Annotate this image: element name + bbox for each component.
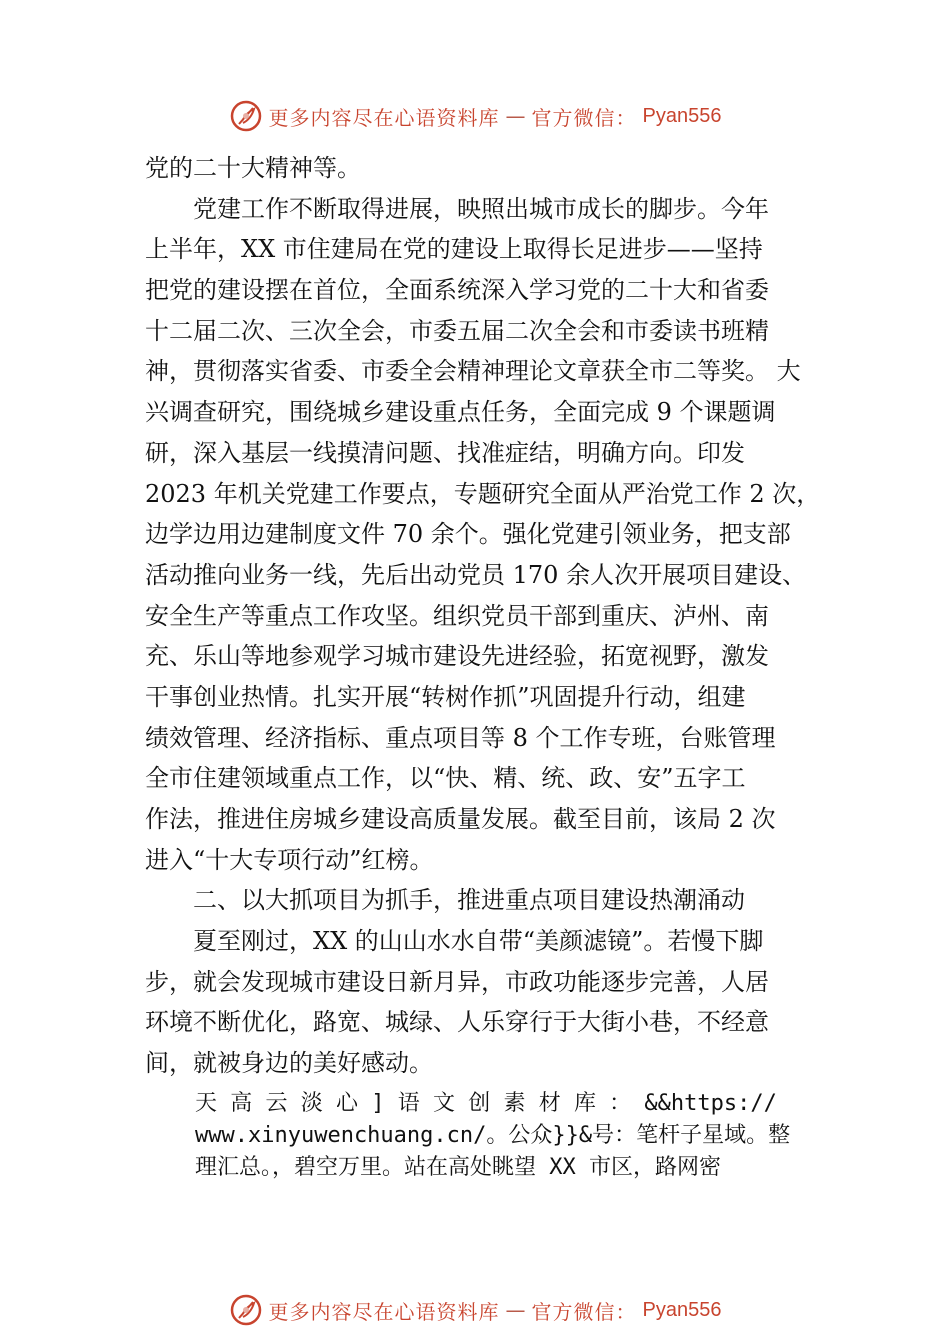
text-line: 作法，推进住房城乡建设高质量发展。截至目前，该局 2 次 — [145, 805, 776, 833]
text-line: 进入“十大专项行动”红榜。 — [145, 845, 434, 874]
section-heading: 二、以大抓项目为抓手，推进重点项目建设热潮涌动 — [193, 886, 745, 915]
text-line: 间，就被身边的美好感动。 — [145, 1049, 433, 1078]
text-line: 干事创业热情。扎实开展“转树作抓”巩固提升行动，组建 — [145, 682, 746, 711]
watermark-wechat-id: Pyan556 — [642, 104, 722, 127]
text-line: 党的二十大精神等。 — [145, 154, 361, 182]
garbled-text-block — [195, 1088, 845, 1184]
text-line: 神，贯彻落实省委、市委全会精神理论文章获全市二等奖。 大 — [145, 357, 801, 386]
text-line: 环境不断优化，路宽、城绿、人乐穿行于大街小巷，不经意 — [145, 1008, 769, 1037]
text-line: 2023 年机关党建工作要点，专题研究全面从严治党工作 2 次， — [145, 479, 821, 508]
text-line: 兴调查研究，围绕城乡建设重点任务，全面完成 9 个课题调 — [145, 398, 776, 427]
watermark-wechat-id: Pyan556 — [642, 1298, 722, 1321]
watermark-site-text: 更多内容尽在心语资料库 — [268, 1299, 500, 1324]
text-line: 绩效管理、经济指标、重点项目等 8 个工作专班，台账管理 — [145, 723, 776, 752]
garbled-line: 理汇总。，碧空万里。站在高处眺望 XX 市区，路网密 — [195, 1155, 721, 1180]
watermark-separator: — — [505, 104, 526, 128]
watermark-wechat-label: 官方微信： — [531, 105, 637, 130]
text-line: 充、乐山等地参观学习城市建设先进经验，拓宽视野，激发 — [145, 642, 769, 671]
text-line: 全市住建领域重点工作，以“快、精、统、政、安”五字工 — [145, 764, 746, 793]
garbled-line: www.xinyuwenchuang.cn/。公众}}&号：笔杆子星域。整 — [195, 1123, 791, 1148]
garbled-line: 天 高 云 淡 心 ] 语 文 创 素 材 库 ： &&https:// — [195, 1091, 777, 1116]
footer-watermark — [0, 1290, 950, 1330]
text-line: 边学边用边建制度文件 70 余个。强化党建引领业务，把支部 — [145, 520, 791, 549]
document-body — [145, 148, 821, 1084]
text-line: 党建工作不断取得进展，映照出城市成长的脚步。今年 — [193, 194, 769, 223]
text-line: 研，深入基层一线摸清问题、找准症结，明确方向。印发 — [145, 438, 745, 467]
text-line: 步，就会发现城市建设日新月异，市政功能逐步完善，人居 — [145, 967, 769, 996]
feather-pen-logo-icon — [229, 99, 263, 133]
watermark-site-text: 更多内容尽在心语资料库 — [268, 105, 500, 130]
text-line: 把党的建设摆在首位，全面系统深入学习党的二十大和省委 — [145, 276, 769, 305]
text-line: 上半年，XX 市住建局在党的建设上取得长足进步——坚持 — [145, 235, 763, 264]
watermark-wechat-label: 官方微信： — [531, 1299, 637, 1324]
text-line: 活动推向业务一线，先后出动党员 170 余人次开展项目建设、 — [145, 560, 807, 589]
header-watermark — [0, 96, 950, 136]
watermark-separator: — — [505, 1298, 526, 1322]
feather-pen-logo-icon — [229, 1293, 263, 1327]
text-line: 安全生产等重点工作攻坚。组织党员干部到重庆、泸州、南 — [145, 601, 769, 630]
text-line: 十二届二次、三次全会，市委五届二次全会和市委读书班精 — [145, 316, 769, 345]
text-line: 夏至刚过，XX 的山山水水自带“美颜滤镜”。若慢下脚 — [193, 927, 764, 956]
